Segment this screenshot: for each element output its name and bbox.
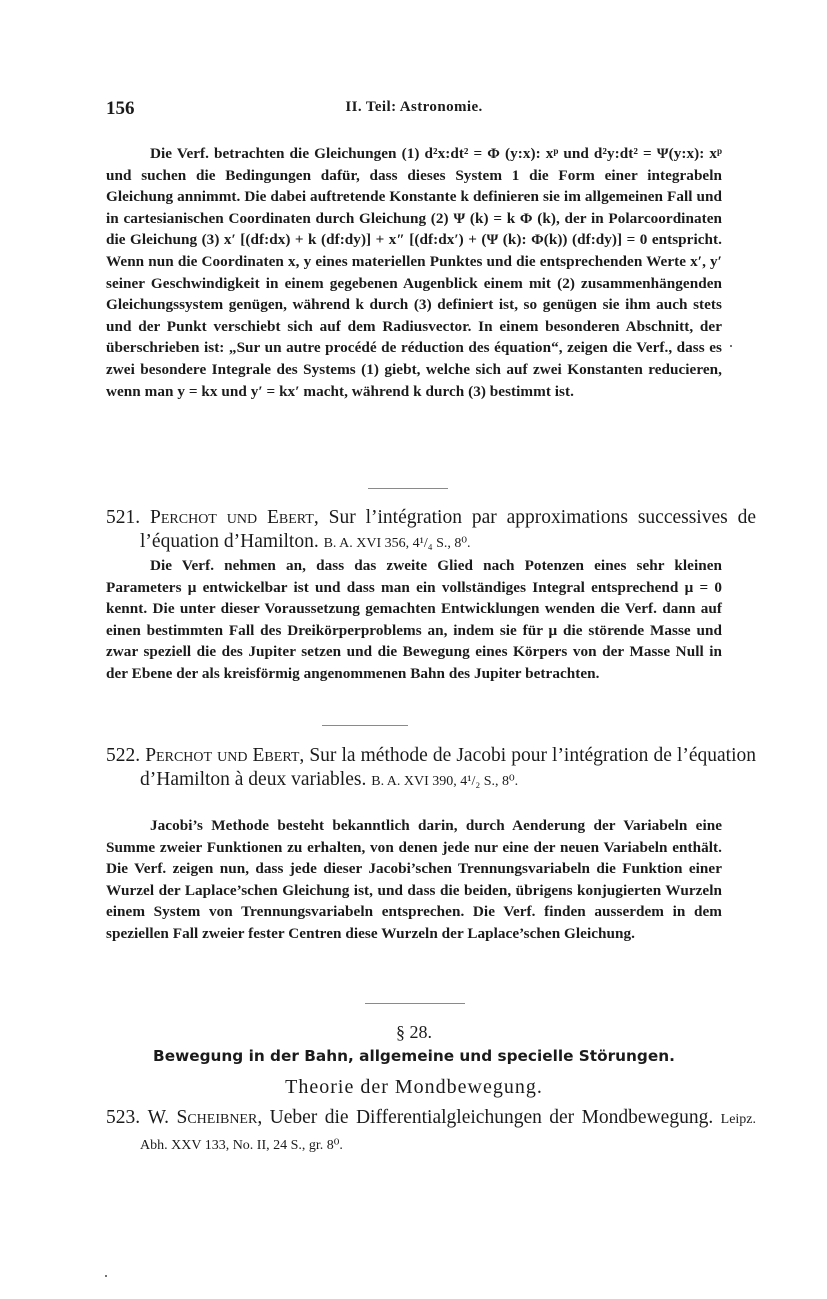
entry-authors: W. Scheibner,	[147, 1107, 263, 1128]
entry-title: Sur la méthode de Jacobi pour l’intégration de l’équation d’Hamilton à deux variables.	[140, 745, 757, 790]
entry-522-heading	[106, 744, 756, 793]
running-title: II. Teil: Astronomie.	[345, 99, 483, 115]
entry-reference: B. A. XVI 356, 4¹/₄ S., 8⁰.	[323, 535, 471, 551]
separator-rule	[365, 1003, 465, 1004]
entry-authors: Perchot und Ebert,	[150, 507, 319, 528]
scan-speck	[105, 1275, 107, 1277]
scan-speck	[730, 345, 732, 347]
entry-reference: B. A. XVI 390, 4¹/₂ S., 8⁰.	[371, 773, 519, 789]
entry-number: 523.	[106, 1107, 141, 1128]
entry-523-heading	[106, 1106, 756, 1157]
section-number: § 28.	[396, 1022, 432, 1042]
page-number: 156	[106, 98, 135, 119]
entry-522-abstract: Jacobi’s Methode besteht bekanntlich darin, durch Aenderung der Variabeln eine Summe zweier Funktionen zu erhalten, von denen jede nur eine der neuen Variabeln enthält. Die Verf. zeigen nun, dass jede dieser Jacobi’schen Trennungsvariabeln die Funktion einer Wurzel der Laplace’schen Gleichung ist, und dass die beiden, übrigens konjugierten Wurzeln einem System von Trennungsvariabeln entsprechen. Die Verf. finden ausserdem in dem speziellen Fall zweier fester Centren diese Wurzeln der Laplace’schen Gleichung.	[106, 817, 722, 942]
entry-521-abstract: Die Verf. nehmen an, dass das zweite Glied nach Potenzen eines sehr kleinen Parameters μ entwickelbar ist und dass man ein vollständiges Integral entsprechend μ = 0 kennt. Die unter dieser Voraussetzung gemachten Entwicklungen wenden die Verf. dann auf einen bestimmten Fall des Dreikörperproblems an, indem sie für μ die störende Masse und zwar speziell die des Jupiter setzen und die Bewegung eines Körpers von der Masse Null in der Ebene der als kreisförmig angenommenen Bahn des Jupiter betrachten.	[106, 557, 722, 682]
entry-number: 522.	[106, 745, 141, 766]
entry-reference: Leipz. Abh. XXV 133, No. II, 24 S., gr. 8⁰.	[140, 1112, 757, 1153]
entry-521-heading	[106, 506, 756, 555]
separator-rule	[322, 725, 408, 726]
subsection-heading: Theorie der Mondbewegung.	[285, 1076, 543, 1098]
intro-paragraph: Die Verf. betrachten die Gleichungen (1) d²x:dt² = Φ (y:x): xᵖ und d²y:dt² = Ψ(y:x): xᵖ und suchen die Bedingungen dafür, dass dieses System 1 die Form einer integrabeln Gleichung annimmt. Die dabei auftretende Konstante k definieren sie im allgemeinen Fall und in cartesianischen Coordinaten durch Gleichung (2) Ψ (k) = k Φ (k), der in Polarcoordinaten die Gleichung (3) x′ [(df:dx) + k (df:dy)] + x″ [(df:dx′) + (Ψ (k): Φ(k)) (df:dy)] = 0 entspricht. Wenn nun die Coordinaten x, y eines materiellen Punktes und die entsprechenden Werte x′, y′ seiner Geschwindigkeit in einem gegebenen Augenblick einem mit (2) zusammenhängenden Gleichungssystem genügen, während k durch (3) definiert ist, so genügen sie ihm auch stets und der Punkt verschiebt sich auf dem Radiusvector. In einem besonderen Abschnitt, der überschrieben ist: „Sur un autre procédé de réduction des équation“, zeigen die Verf., dass es zwei besondere Integrale des Systems (1) giebt, welche sich auf zwei Konstanten reducieren, wenn man y = kx und y′ = kx′ macht, während k durch (3) bestimmt ist.	[106, 145, 722, 400]
entry-title: Ueber die Differentialgleichungen der Mondbewegung.	[269, 1107, 714, 1128]
page-header	[106, 98, 722, 124]
section-heading: Bewegung in der Bahn, allgemeine und specielle Störungen.	[153, 1047, 675, 1065]
entry-title: Sur l’intégration par approximations successives de l’équation d’Hamilton.	[140, 507, 757, 552]
entry-number: 521.	[106, 507, 141, 528]
separator-rule	[368, 488, 448, 489]
entry-authors: Perchot und Ebert,	[145, 745, 305, 766]
